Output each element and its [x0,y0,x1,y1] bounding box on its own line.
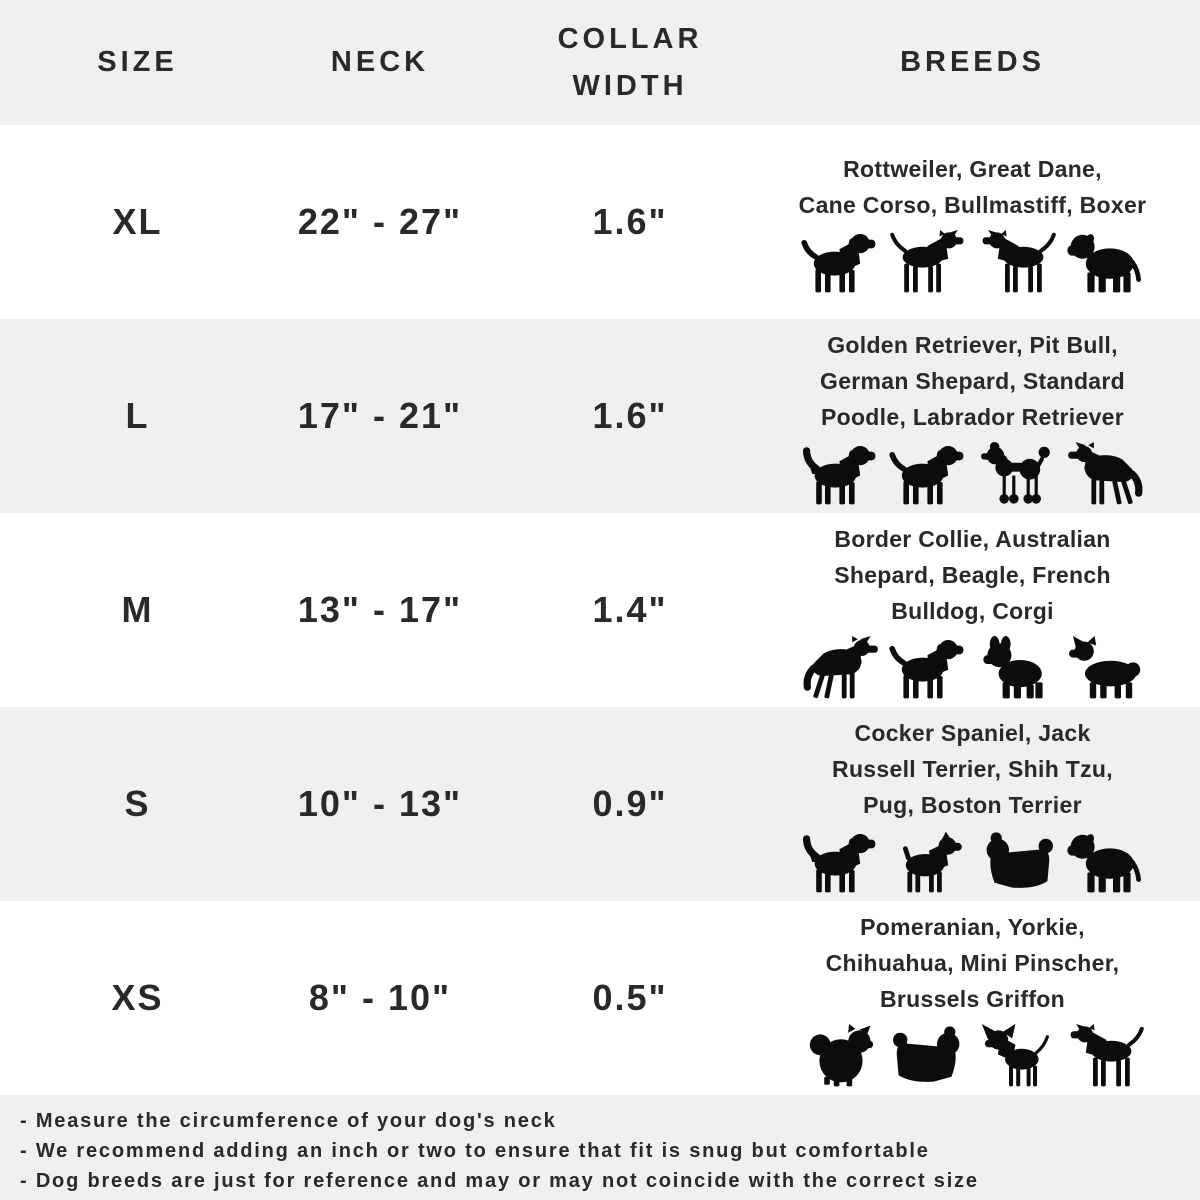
note-reference: - Dog breeds are just for reference and may or may not coincide with the correct size [20,1170,979,1192]
table-row [0,707,1200,901]
breeds-text-line: Cane Corso, Bullmastiff, Boxer [798,191,1147,218]
breeds-text-line: Shepard, Beagle, French [834,561,1111,588]
table-header [0,0,1200,125]
dog-silhouette-border-collie-icon [801,636,881,700]
neck-value: 22" - 27" [297,201,463,242]
dog-silhouette-mini-pinscher-icon [1065,1024,1145,1088]
dog-silhouette-pug-icon [1065,830,1145,894]
size-value: L [125,395,150,436]
footnotes [0,1095,1200,1200]
collar-width-value: 1.4" [592,589,668,630]
dog-silhouette-jack-russell-terrier-icon [889,830,969,894]
dogs-row [801,440,1145,506]
size-value: XL [112,201,163,242]
collar-width-value: 0.9" [592,783,668,824]
collar-width-value: 1.6" [592,201,668,242]
table-row [0,319,1200,513]
table-body [0,125,1200,1095]
breeds-cell [775,715,1170,894]
dog-silhouette-great-dane-icon [889,230,969,294]
breeds-text [832,715,1113,823]
dog-silhouette-cocker-spaniel-icon [801,830,881,894]
column-header-collar-width-label: COLLAR WIDTH [557,23,703,102]
breeds-text-line: Chihuahua, Mini Pinscher, [825,949,1120,976]
column-header-collar-width [485,16,775,109]
size-value: XS [111,977,164,1018]
breeds-text [820,327,1125,435]
breeds-text-line: Cocker Spaniel, Jack [854,719,1091,746]
breeds-text [834,521,1111,629]
collar-width-value: 1.6" [592,395,668,436]
breeds-text [826,909,1120,1017]
breeds-cell [775,909,1170,1088]
dog-silhouette-shih-tzu-icon [977,830,1057,894]
breeds-cell [775,151,1170,294]
dog-silhouette-cane-corso-icon [977,230,1057,294]
neck-value: 8" - 10" [308,977,452,1018]
dog-silhouette-bullmastiff-icon [1065,230,1145,294]
breeds-text-line: Border Collie, Australian [834,525,1111,552]
neck-value: 17" - 21" [297,395,463,436]
dog-silhouette-rottweiler-icon [801,230,881,294]
breeds-text-line: Pug, Boston Terrier [863,791,1082,818]
dog-silhouette-corgi-icon [1065,636,1145,700]
breeds-text-line: German Shepard, Standard [820,367,1125,394]
breeds-text-line: Russell Terrier, Shih Tzu, [832,755,1113,782]
breeds-text-line: Bulldog, Corgi [891,597,1054,624]
table-row [0,125,1200,319]
breeds-cell [775,327,1170,506]
column-header-neck: NECK [330,46,430,79]
dogs-row [801,228,1145,294]
table-row [0,901,1200,1095]
dog-silhouette-beagle-icon [889,636,969,700]
dog-silhouette-yorkie-icon [889,1024,969,1088]
breeds-text-line: Rottweiler, Great Dane, [843,155,1102,182]
dog-silhouette-golden-retriever-icon [801,442,881,506]
neck-value: 10" - 13" [297,783,463,824]
dog-silhouette-chihuahua-icon [977,1024,1057,1088]
breeds-text [799,151,1147,223]
dog-silhouette-labrador-retriever-icon [889,442,969,506]
size-value: M [121,589,154,630]
note-recommend: - We recommend adding an inch or two to ensure that fit is snug but comfortable [20,1140,930,1162]
breeds-text-line: Pomeranian, Yorkie, [860,913,1085,940]
dog-silhouette-pomeranian-icon [801,1024,881,1088]
size-value: S [124,783,151,824]
column-header-size: SIZE [97,46,178,79]
dog-silhouette-german-shepard-icon [1065,442,1145,506]
breeds-text-line: Brussels Griffon [879,985,1065,1012]
breeds-text-line: Poodle, Labrador Retriever [820,403,1125,430]
dog-silhouette-standard-poodle-icon [977,442,1057,506]
breeds-cell [775,521,1170,700]
breeds-text-line: Golden Retriever, Pit Bull, [827,331,1118,358]
column-header-breeds: BREEDS [900,46,1045,79]
table-row [0,513,1200,707]
neck-value: 13" - 17" [297,589,463,630]
collar-width-value: 0.5" [592,977,668,1018]
dogs-row [801,1022,1145,1088]
dog-silhouette-french-bulldog-icon [977,636,1057,700]
note-measure: - Measure the circumference of your dog's neck [20,1110,557,1132]
dogs-row [801,828,1145,894]
dogs-row [801,634,1145,700]
